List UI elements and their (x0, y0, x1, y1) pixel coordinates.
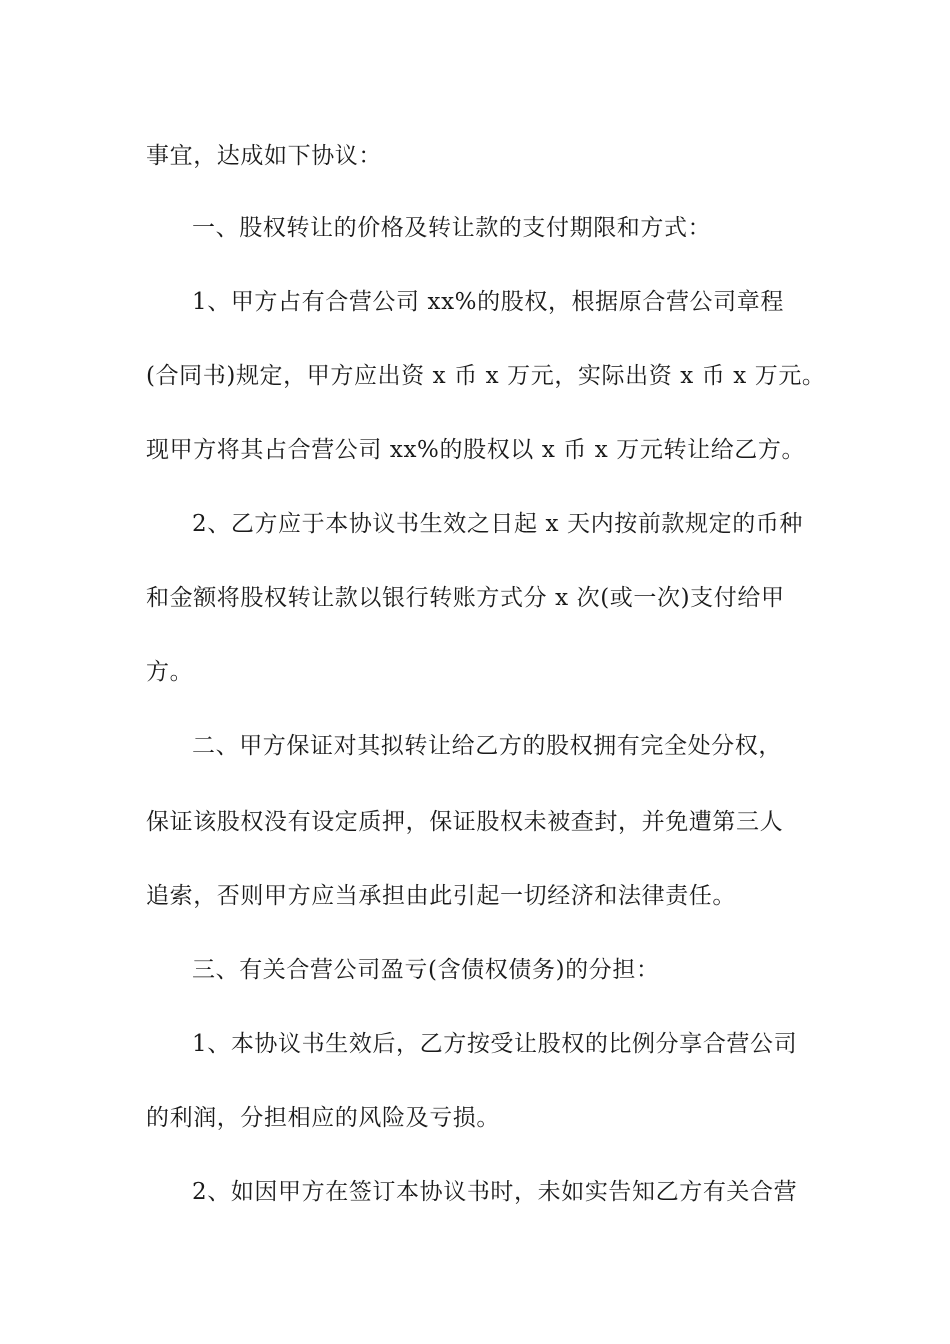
section-heading: 三、有关合营公司盈亏(含债权债务)的分担： (192, 957, 660, 983)
text-line: 和金额将股权转让款以银行转账方式分 x 次(或一次)支付给甲 (146, 585, 785, 611)
text-line: 2、乙方应于本协议书生效之日起 x 天内按前款规定的币种 (192, 511, 804, 537)
text-line: 1、甲方占有合营公司 xx%的股权，根据原合营公司章程 (192, 289, 784, 315)
text-line: 追索，否则甲方应当承担由此引起一切经济和法律责任。 (146, 883, 736, 909)
text-line: 保证该股权没有设定质押，保证股权未被查封，并免遭第三人 (146, 809, 784, 835)
text-line: 现甲方将其占合营公司 xx%的股权以 x 币 x 万元转让给乙方。 (146, 437, 806, 463)
text-line: 1、本协议书生效后，乙方按受让股权的比例分享合营公司 (192, 1031, 798, 1057)
section-heading: 一、股权转让的价格及转让款的支付期限和方式： (192, 215, 712, 241)
text-line: 方。 (146, 659, 194, 685)
text-line: 2、如因甲方在签订本协议书时，未如实告知乙方有关合营 (192, 1179, 798, 1205)
section-heading: 二、甲方保证对其拟转让给乙方的股权拥有完全处分权， (192, 733, 782, 759)
text-line: 的利润，分担相应的风险及亏损。 (146, 1105, 500, 1131)
text-line: (合同书)规定，甲方应出资 x 币 x 万元，实际出资 x 币 x 万元。 (146, 363, 826, 389)
text-line: 事宜，达成如下协议： (146, 143, 382, 169)
